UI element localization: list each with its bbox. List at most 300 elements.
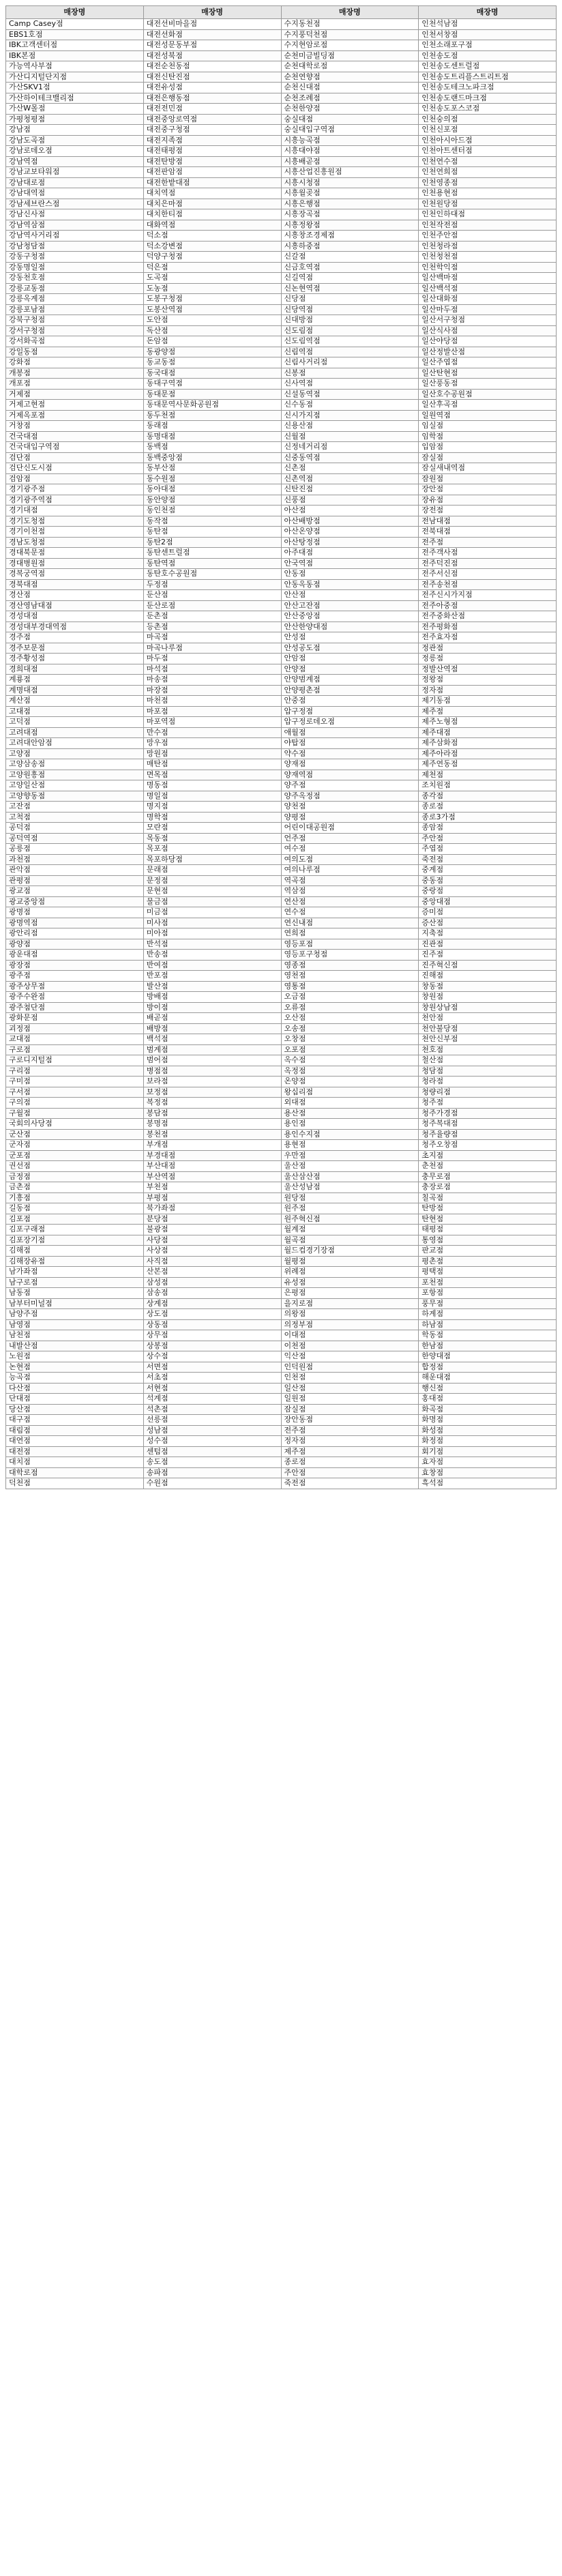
store-name-cell: IBK본점 (6, 50, 144, 61)
store-name-cell: 대전순천동점 (143, 61, 281, 72)
table-row (6, 1446, 557, 1457)
store-name-cell: 전북대점 (419, 527, 557, 538)
store-name-cell: 신길역점 (281, 273, 419, 284)
store-name-cell: 시흥장곡점 (281, 209, 419, 220)
store-name-cell: 진해점 (419, 971, 557, 982)
table-row (6, 1192, 557, 1203)
table-row (6, 273, 557, 284)
table-row (6, 379, 557, 390)
store-name-cell: 청주복대점 (419, 1119, 557, 1130)
store-name-cell: 잠실점 (419, 452, 557, 463)
store-name-cell: 위례점 (281, 1267, 419, 1278)
store-name-cell: 거제옥포점 (6, 410, 144, 421)
store-name-cell: 종로3가점 (419, 812, 557, 823)
store-name-cell: 일산점 (281, 1383, 419, 1394)
store-name-cell: 대전지족점 (143, 135, 281, 146)
store-name-cell: 공덕점 (6, 823, 144, 834)
store-name-cell: 안산한양대점 (281, 621, 419, 632)
store-name-cell: 제주연동점 (419, 759, 557, 770)
table-row (6, 1119, 557, 1130)
store-name-cell: 광장점 (6, 960, 144, 971)
store-name-cell: 경기대점 (6, 506, 144, 516)
store-name-cell: 청주율량점 (419, 1129, 557, 1140)
table-row (6, 1246, 557, 1257)
store-name-cell: 삼송점 (143, 1288, 281, 1299)
store-name-cell: 가산하이테크밸리점 (6, 93, 144, 104)
store-name-cell: 신촌점 (281, 463, 419, 474)
store-name-cell: 잠실새내역점 (419, 463, 557, 474)
store-name-cell: 신용산점 (281, 421, 419, 432)
store-name-cell: 대림점 (6, 1425, 144, 1436)
store-name-cell: 강릉교동점 (6, 283, 144, 294)
store-name-cell: 둔산점 (143, 590, 281, 601)
store-name-cell: 만수점 (143, 727, 281, 738)
store-name-cell: 가산SKV1점 (6, 83, 144, 93)
store-name-cell: 석계점 (143, 1394, 281, 1405)
store-name-cell: 일산후곡점 (419, 400, 557, 411)
store-name-cell: 신설동역점 (281, 389, 419, 400)
store-name-cell: 가산W몰점 (6, 104, 144, 115)
table-row (6, 844, 557, 855)
store-name-cell: 청주점 (419, 1098, 557, 1109)
store-name-cell: 동백중앙점 (143, 452, 281, 463)
table-row (6, 632, 557, 643)
store-name-cell: 안중점 (281, 696, 419, 707)
store-name-cell: 공덕역점 (6, 833, 144, 844)
store-name-cell: 신금호역점 (281, 262, 419, 273)
store-name-cell: 지축점 (419, 928, 557, 939)
store-name-cell: 칠곡점 (419, 1192, 557, 1203)
table-row (6, 463, 557, 474)
store-name-cell: 신촌역점 (281, 473, 419, 484)
store-name-cell: 인천송도포스코점 (419, 104, 557, 115)
store-name-cell: 제기동점 (419, 696, 557, 707)
store-name-cell: 제주노형점 (419, 717, 557, 728)
store-name-cell: 영천점 (281, 971, 419, 982)
store-name-cell: 동교동점 (143, 357, 281, 368)
table-row (6, 1098, 557, 1109)
store-name-cell: 영통점 (281, 981, 419, 992)
store-name-cell: 인천숭의점 (419, 114, 557, 125)
store-name-cell: 신림역점 (281, 347, 419, 357)
table-row (6, 304, 557, 315)
store-name-cell: 순천신대점 (281, 83, 419, 93)
table-row (6, 452, 557, 463)
store-name-cell: 신봉점 (281, 368, 419, 379)
store-name-cell: 명지점 (143, 802, 281, 813)
store-name-cell: 광안리점 (6, 928, 144, 939)
store-name-cell: 화곡점 (419, 1404, 557, 1415)
table-body (6, 19, 557, 1489)
store-name-cell: 동래점 (143, 421, 281, 432)
store-name-cell: 부경대점 (143, 1150, 281, 1161)
store-name-cell: 가평청평점 (6, 114, 144, 125)
store-name-cell: 능곡점 (6, 1373, 144, 1384)
store-name-cell: 연산점 (281, 896, 419, 907)
store-name-cell: 상수점 (143, 1351, 281, 1362)
store-name-cell: 인덕원점 (281, 1362, 419, 1373)
store-name-cell: 약수점 (281, 748, 419, 759)
store-name-cell: 옥수점 (281, 1055, 419, 1066)
store-name-cell: 미사점 (143, 918, 281, 928)
store-name-cell: 일산야당점 (419, 336, 557, 347)
store-name-cell: 동탄호수공원점 (143, 569, 281, 580)
store-name-cell: 경남도청점 (6, 537, 144, 548)
store-name-cell: 진주혁신점 (419, 960, 557, 971)
table-row (6, 569, 557, 580)
store-name-cell: 괴정점 (6, 1023, 144, 1034)
table-row (6, 220, 557, 231)
store-name-cell: 광교점 (6, 886, 144, 897)
store-name-cell: 대전점 (6, 1446, 144, 1457)
store-name-cell: 연신내점 (281, 918, 419, 928)
table-row (6, 579, 557, 590)
store-name-cell: 다산점 (6, 1383, 144, 1394)
table-row (6, 315, 557, 326)
store-name-cell: 일산풍동점 (419, 379, 557, 390)
store-name-cell: 대전한밭대점 (143, 177, 281, 188)
store-name-cell: 광명점 (6, 907, 144, 918)
table-row (6, 812, 557, 823)
store-name-cell: 신림사거리점 (281, 357, 419, 368)
store-name-cell: 임학점 (419, 431, 557, 442)
table-row (6, 473, 557, 484)
table-row (6, 1309, 557, 1320)
table-row (6, 1171, 557, 1182)
store-name-cell: 대전전민점 (143, 104, 281, 115)
store-name-cell: 군포점 (6, 1150, 144, 1161)
store-name-cell: 고려대안암점 (6, 738, 144, 749)
store-name-cell: 동탄2점 (143, 537, 281, 548)
store-name-cell: 대전성문동부점 (143, 40, 281, 51)
table-row (6, 516, 557, 527)
store-name-cell: 마곡나루점 (143, 643, 281, 654)
store-name-cell: 평택점 (419, 1267, 557, 1278)
store-name-cell: 창원점 (419, 992, 557, 1003)
table-row (6, 177, 557, 188)
store-name-cell: 풍무점 (419, 1298, 557, 1309)
store-name-cell: 북가좌점 (143, 1203, 281, 1214)
store-name-cell: 주안점 (281, 1467, 419, 1478)
table-row (6, 875, 557, 886)
store-name-cell: 장안동점 (281, 1415, 419, 1426)
store-name-cell: 전남대점 (419, 516, 557, 527)
table-row (6, 907, 557, 918)
table-row (6, 29, 557, 40)
store-name-cell: 계룡점 (6, 675, 144, 686)
store-name-cell: 대전태평점 (143, 146, 281, 157)
table-row (6, 156, 557, 167)
column-header: 매장명 (419, 6, 557, 19)
table-row (6, 886, 557, 897)
store-name-cell: 장안점 (419, 484, 557, 495)
store-name-cell: 광교중앙점 (6, 896, 144, 907)
table-row (6, 1404, 557, 1415)
store-name-cell: 마석점 (143, 664, 281, 675)
store-name-cell: 양평점 (281, 812, 419, 823)
store-name-cell: 김포장기점 (6, 1235, 144, 1246)
store-name-cell: 인천연수점 (419, 156, 557, 167)
store-name-cell: 여의나루점 (281, 865, 419, 876)
store-name-cell: 일산주엽점 (419, 357, 557, 368)
store-name-cell: 울산삼산점 (281, 1171, 419, 1182)
store-name-cell: 화명점 (419, 1415, 557, 1426)
table-row (6, 167, 557, 178)
store-name-cell: 동광양점 (143, 347, 281, 357)
store-name-cell: 효창점 (419, 1467, 557, 1478)
store-name-cell: 송도점 (143, 1457, 281, 1468)
store-name-cell: 제천점 (419, 770, 557, 780)
store-name-cell: 상무점 (143, 1330, 281, 1341)
store-name-cell: 오금점 (281, 992, 419, 1003)
table-row (6, 1002, 557, 1013)
store-name-cell: 동탄역점 (143, 558, 281, 569)
header-row (6, 6, 557, 19)
store-name-cell: 인천소래포구점 (419, 40, 557, 51)
store-name-cell: 인천작전점 (419, 220, 557, 231)
store-name-cell: 거제점 (6, 389, 144, 400)
store-name-cell: 부평점 (143, 1192, 281, 1203)
store-name-cell: 역곡점 (281, 875, 419, 886)
table-row (6, 1066, 557, 1077)
store-name-cell: 잠원점 (419, 473, 557, 484)
store-name-cell: 중앙대점 (419, 896, 557, 907)
table-row (6, 1351, 557, 1362)
store-name-cell: 울산성남점 (281, 1182, 419, 1193)
store-name-cell: 한남점 (419, 1341, 557, 1351)
store-name-cell: 덕은점 (143, 262, 281, 273)
table-row (6, 1214, 557, 1225)
store-name-cell: 인천용현점 (419, 188, 557, 199)
table-row (6, 1161, 557, 1172)
store-name-cell: 구서점 (6, 1087, 144, 1098)
store-name-cell: 거제고현점 (6, 400, 144, 411)
store-name-cell: 영등포점 (281, 939, 419, 950)
store-name-cell: 천안신부점 (419, 1034, 557, 1045)
store-name-cell: 인천영종점 (419, 177, 557, 188)
store-name-cell: 오포점 (281, 1044, 419, 1055)
store-name-cell: 포천점 (419, 1277, 557, 1288)
store-name-cell: 정발산역점 (419, 664, 557, 675)
store-name-cell: 인천석남점 (419, 19, 557, 30)
store-name-cell: 양재점 (281, 759, 419, 770)
store-name-cell: 시흥시청점 (281, 177, 419, 188)
store-name-cell: 용산점 (281, 1108, 419, 1119)
store-name-cell: 고대점 (6, 706, 144, 717)
store-name-cell: 계산점 (6, 696, 144, 707)
store-name-cell: 수지현암로점 (281, 40, 419, 51)
table-row (6, 854, 557, 865)
store-name-cell: 남구로점 (6, 1277, 144, 1288)
table-row (6, 685, 557, 696)
store-name-cell: 신중동역점 (281, 452, 419, 463)
store-name-cell: 탄현점 (419, 1214, 557, 1225)
store-name-cell: 김포구래점 (6, 1225, 144, 1235)
store-name-cell: 덕소강변점 (143, 241, 281, 252)
store-name-cell: 광운대점 (6, 950, 144, 961)
store-name-cell: 마송점 (143, 675, 281, 686)
table-row (6, 1467, 557, 1478)
store-name-cell: 청담점 (419, 1066, 557, 1077)
table-row (6, 971, 557, 982)
store-name-cell: 애월점 (281, 727, 419, 738)
store-name-cell: 상동점 (143, 1319, 281, 1330)
store-name-cell: 상봉점 (143, 1341, 281, 1351)
table-row (6, 780, 557, 791)
store-name-cell: 전주아중점 (419, 600, 557, 611)
store-name-cell: 대학로점 (6, 1467, 144, 1478)
store-name-cell: 대전판암점 (143, 167, 281, 178)
store-name-cell: 안양점 (281, 664, 419, 675)
table-row (6, 1277, 557, 1288)
store-name-cell: 일산정발산점 (419, 347, 557, 357)
store-name-cell: 정자점 (419, 685, 557, 696)
table-row (6, 209, 557, 220)
store-name-cell: 신논현역점 (281, 283, 419, 294)
store-name-cell: 경대북문점 (6, 548, 144, 559)
store-name-cell: 시흥창조경제점 (281, 231, 419, 241)
table-row (6, 146, 557, 157)
store-name-cell: 증미점 (419, 907, 557, 918)
store-name-cell: 마장점 (143, 685, 281, 696)
store-name-cell: 경기도청점 (6, 516, 144, 527)
table-row (6, 706, 557, 717)
table-row (6, 823, 557, 834)
store-name-cell: 대전유성점 (143, 83, 281, 93)
store-name-cell: 포항점 (419, 1288, 557, 1299)
store-name-cell: 천호점 (419, 1044, 557, 1055)
store-name-cell: 고척점 (6, 812, 144, 823)
store-name-cell: 논현점 (6, 1362, 144, 1373)
store-name-cell: 경대병원점 (6, 558, 144, 569)
store-name-cell: 전주효자점 (419, 632, 557, 643)
column-header: 매장명 (6, 6, 144, 19)
store-name-cell: 명학점 (143, 812, 281, 823)
store-name-cell: 경성대점 (6, 611, 144, 622)
store-name-cell: 명일점 (143, 791, 281, 802)
store-name-cell: 부산대점 (143, 1161, 281, 1172)
table-row (6, 896, 557, 907)
store-name-cell: 학동점 (419, 1330, 557, 1341)
store-name-cell: 중동점 (419, 875, 557, 886)
store-name-cell: 신월점 (281, 431, 419, 442)
store-name-cell: 광주첨단점 (6, 1002, 144, 1013)
store-name-cell: 행신점 (419, 1383, 557, 1394)
store-name-cell: 김해점 (6, 1246, 144, 1257)
store-name-cell: 아산탕정점 (281, 537, 419, 548)
table-row (6, 558, 557, 569)
store-name-cell: 구미점 (6, 1077, 144, 1087)
table-row (6, 717, 557, 728)
store-name-cell: 구리점 (6, 1066, 144, 1077)
store-name-cell: 권선점 (6, 1161, 144, 1172)
store-name-cell: 종로점 (281, 1457, 419, 1468)
store-name-cell: 대전선비마을점 (143, 19, 281, 30)
store-name-cell: 연수점 (281, 907, 419, 918)
store-name-cell: 창원상남점 (419, 1002, 557, 1013)
table-row (6, 1415, 557, 1426)
table-row (6, 611, 557, 622)
table-row (6, 537, 557, 548)
store-name-cell: 반송점 (143, 950, 281, 961)
store-name-cell: 종각점 (419, 791, 557, 802)
store-name-cell: 강남교보타워점 (6, 167, 144, 178)
store-name-cell: 인천송도트리플스트리트점 (419, 72, 557, 83)
store-name-cell: 안동옥동점 (281, 579, 419, 590)
store-name-cell: 안성점 (281, 632, 419, 643)
store-name-cell: 통영점 (419, 1235, 557, 1246)
store-name-cell: 영종점 (281, 960, 419, 971)
store-name-cell: 노원점 (6, 1351, 144, 1362)
store-name-cell: 철산점 (419, 1055, 557, 1066)
store-name-cell: 부천점 (143, 1182, 281, 1193)
store-name-cell: 아산온양점 (281, 527, 419, 538)
store-name-cell: 신탄진점 (281, 484, 419, 495)
store-name-cell: 순천한양점 (281, 104, 419, 115)
table-row (6, 1362, 557, 1373)
store-name-cell: 입암점 (419, 442, 557, 453)
store-name-cell: 남양주점 (6, 1309, 144, 1320)
store-name-cell: 홍대점 (419, 1394, 557, 1405)
table-row (6, 1457, 557, 1468)
store-name-cell: 강서구청점 (6, 325, 144, 336)
store-name-cell: 인천점 (281, 1373, 419, 1384)
table-row (6, 1436, 557, 1447)
store-name-cell: 한양대점 (419, 1351, 557, 1362)
store-name-cell: 부산역점 (143, 1171, 281, 1182)
table-row (6, 802, 557, 813)
store-name-cell: 인천청라점 (419, 241, 557, 252)
store-name-cell: 일산식사점 (419, 325, 557, 336)
table-row (6, 1034, 557, 1045)
store-name-cell: 전주덕진점 (419, 558, 557, 569)
store-name-cell: 창동점 (419, 981, 557, 992)
store-name-cell: 인천송도테크노파크점 (419, 83, 557, 93)
store-name-cell: 일원역점 (419, 410, 557, 421)
store-name-cell: 보정점 (143, 1087, 281, 1098)
table-row (6, 199, 557, 209)
store-name-cell: 돈암점 (143, 336, 281, 347)
table-row (6, 1425, 557, 1436)
store-name-cell: 동대문점 (143, 389, 281, 400)
store-name-cell: 전주점 (281, 1425, 419, 1436)
store-name-cell: 익산점 (281, 1351, 419, 1362)
store-name-cell: 중랑점 (419, 886, 557, 897)
table-row (6, 50, 557, 61)
store-name-cell: 강남신사점 (6, 209, 144, 220)
table-row (6, 125, 557, 136)
table-row (6, 1077, 557, 1087)
store-name-cell: 고양원흥점 (6, 770, 144, 780)
store-name-cell: 신당역점 (281, 304, 419, 315)
store-name-cell: EBS1호점 (6, 29, 144, 40)
store-name-cell: 강릉포남점 (6, 304, 144, 315)
store-name-cell: 성남점 (143, 1425, 281, 1436)
store-name-cell: 마천점 (143, 696, 281, 707)
store-name-cell: 강동구청점 (6, 252, 144, 263)
store-name-cell: 동인천점 (143, 506, 281, 516)
table-row (6, 1023, 557, 1034)
store-name-cell: 대화역점 (143, 220, 281, 231)
store-name-cell: 신풍점 (281, 495, 419, 506)
store-name-cell: 시흥배곧점 (281, 156, 419, 167)
store-name-cell: 일산대화점 (419, 294, 557, 305)
store-name-cell: 옥정점 (281, 1066, 419, 1077)
store-name-cell: 종암점 (419, 823, 557, 834)
store-name-cell: 선릉점 (143, 1415, 281, 1426)
store-name-cell: 정자점 (281, 1436, 419, 1447)
store-name-cell: 배곧점 (143, 1013, 281, 1024)
